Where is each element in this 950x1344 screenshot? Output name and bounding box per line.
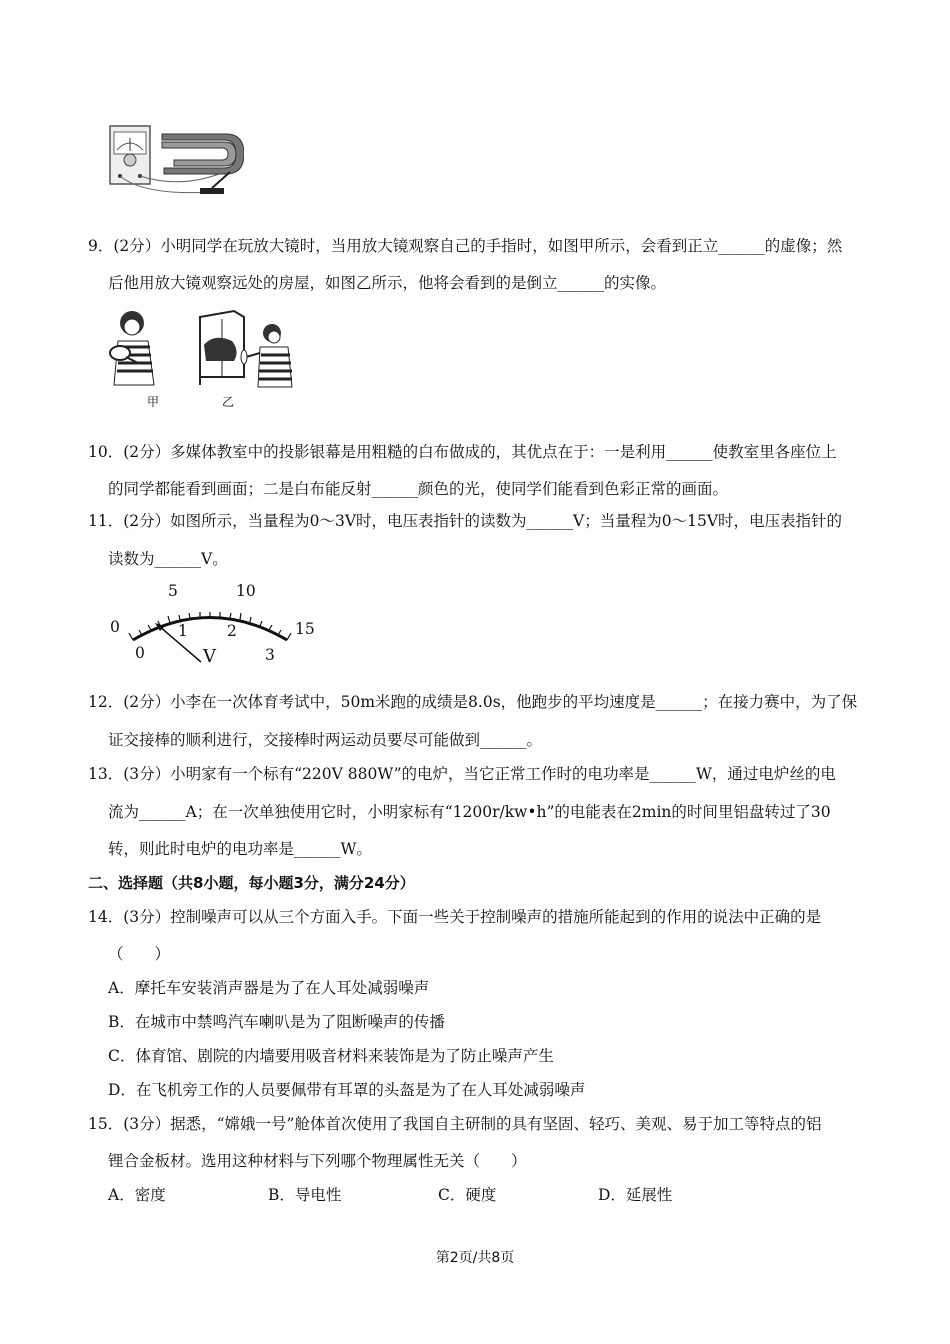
q12-line2: 证交接棒的顺利进行，交接棒时两运动员要尽可能做到______。 (108, 731, 543, 749)
page-footer: 第2页/共8页 (435, 1250, 515, 1266)
q13-line3: 转，则此时电炉的电功率是______W。 (108, 840, 372, 858)
scale-top-0: 0 (110, 618, 120, 636)
scale-top-5: 5 (168, 582, 178, 600)
unit-label: V (203, 646, 216, 667)
q15-option-d: D．延展性 (598, 1186, 673, 1204)
q11-line2: 读数为______V。 (108, 550, 228, 568)
scale-top-10: 10 (236, 582, 256, 600)
q10-line1: 10．(2分）多媒体教室中的投影银幕是用粗糙的白布做成的，其优点在于：一是利用______使教室里各座位上 (88, 443, 837, 461)
q15-option-a: A．密度 (108, 1186, 166, 1204)
voltmeter-dial (105, 580, 325, 675)
q14-line1: 14．(3分）控制噪声可以从三个方面入手。下面一些关于控制噪声的措施所能起到的作用的说法中正确的是 (88, 908, 822, 926)
scale-bottom-1: 1 (178, 622, 188, 640)
q15-option-c: C．硬度 (438, 1186, 497, 1204)
q14-option-c: C．体育馆、剧院的内墙要用吸音材料来装饰是为了防止噪声产生 (108, 1047, 554, 1065)
scale-bottom-0: 0 (135, 644, 145, 662)
scale-top-15: 15 (295, 620, 315, 638)
q14-option-b: B．在城市中禁鸣汽车喇叭是为了阻断噪声的传播 (108, 1013, 445, 1031)
q12-line1: 12．(2分）小李在一次体育考试中，50m米跑的成绩是8.0s，他跑步的平均速度是______；在接力赛中，为了保 (88, 693, 858, 711)
q14-line2: （ ） (108, 945, 171, 963)
galvanometer-magnet-figure (104, 120, 244, 200)
q9-line1: 9．(2分）小明同学在玩放大镜时，当用放大镜观察自己的手指时，如图甲所示，会看到正立______的虚像；然 (88, 237, 843, 255)
scale-bottom-2: 2 (227, 622, 237, 640)
figure-label-jia: 甲 (147, 395, 160, 409)
scale-bottom-3: 3 (265, 646, 275, 664)
figure-label-yi: 乙 (222, 395, 235, 409)
q15-line2: 锂合金板材。选用这种材料与下列哪个物理属性无关（ ） (108, 1152, 527, 1170)
magnifier-figure (104, 305, 304, 410)
q9-line2: 后他用放大镜观察远处的房屋，如图乙所示，他将会看到的是倒立______的实像。 (108, 274, 667, 292)
q15-options (0, 1185, 950, 1209)
q13-line2: 流为______A；在一次单独使用它时，小明家标有“1200r/kw•h”的电能表在2min的时间里铝盘转过了30 (108, 803, 831, 821)
q11-line1: 11．(2分）如图所示，当量程为0～3V时，电压表指针的读数为______V；当量程为0～15V时，电压表指针的 (88, 512, 843, 530)
q14-option-d: D．在飞机旁工作的人员要佩带有耳罩的头盔是为了在人耳处减弱噪声 (108, 1081, 586, 1099)
q10-line2: 的同学都能看到画面；二是白布能反射______颜色的光，使同学们能看到色彩正常的画面。 (108, 480, 729, 498)
q15-option-b: B．导电性 (268, 1186, 342, 1204)
q15-line1: 15．(3分）据悉，“嫦娥一号”舱体首次使用了我国自主研制的具有坚固、轻巧、美观、易于加工等特点的铝 (88, 1115, 822, 1133)
section-title: 二、选择题（共8小题，每小题3分，满分24分） (88, 874, 415, 892)
q13-line1: 13．(3分）小明家有一个标有“220V 880W”的电炉，当它正常工作时的电功率是______W，通过电炉丝的电 (88, 765, 836, 783)
q14-option-a: A．摩托车安装消声器是为了在人耳处减弱噪声 (108, 979, 430, 997)
